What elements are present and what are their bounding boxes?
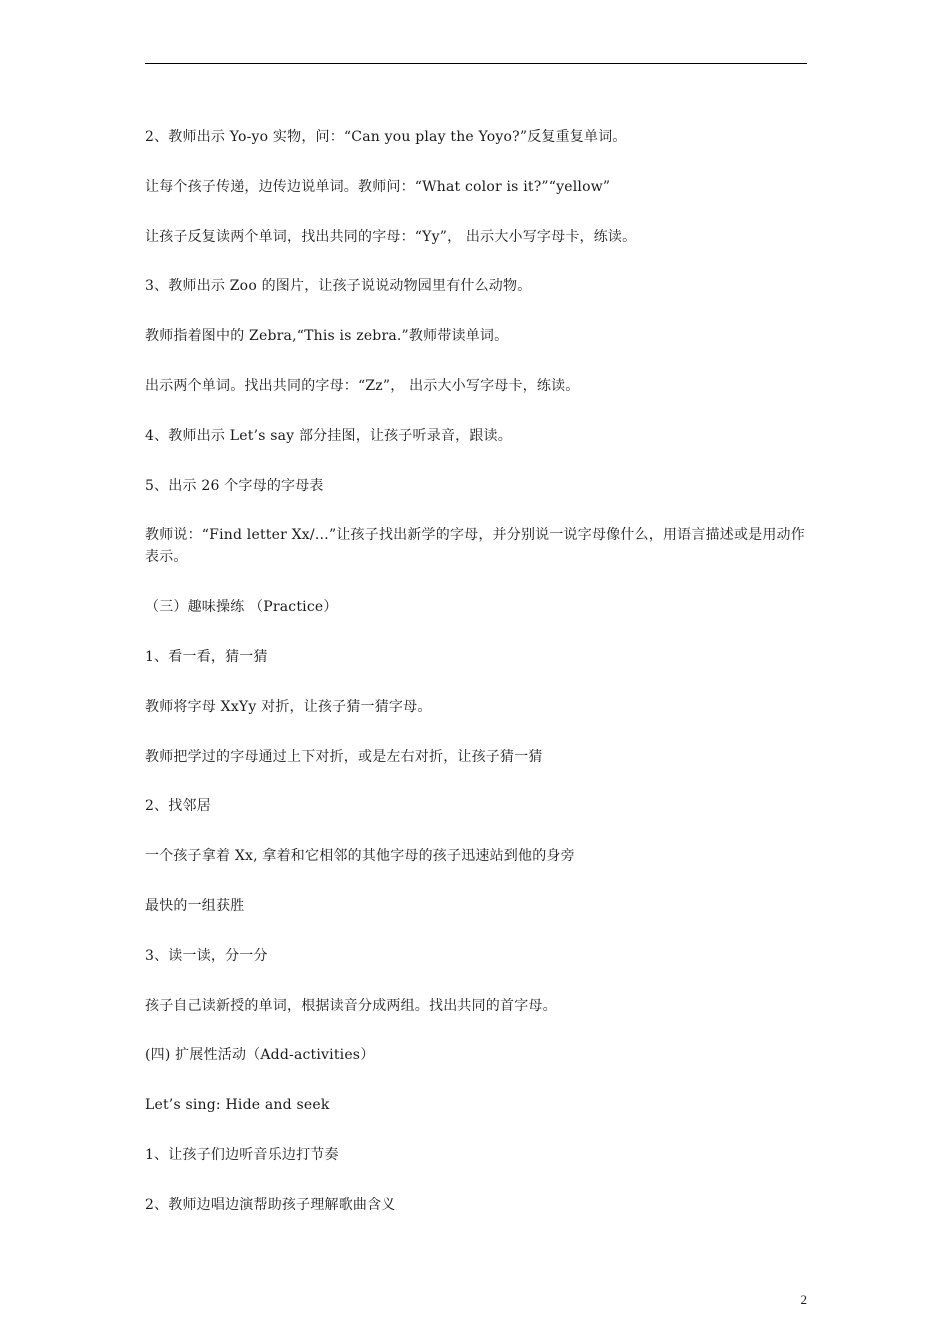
paragraph: 1、让孩子们边听音乐边打节奏 <box>145 1146 339 1163</box>
paragraph: 5、出示 26 个字母的字母表 <box>145 477 324 494</box>
paragraph: 3、读一读，分一分 <box>145 947 268 964</box>
paragraph: 教师指着图中的 Zebra,“This is zebra.”教师带读单词。 <box>145 328 509 345</box>
section-heading: (四) 扩展性活动（Add-activities） <box>145 1047 375 1064</box>
paragraph: 2、教师边唱边演帮助孩子理解歌曲含义 <box>145 1196 396 1213</box>
paragraph: 孩子自己读新授的单词，根据读音分成两组。找出共同的首字母。 <box>145 997 557 1014</box>
paragraph: 2、找邻居 <box>145 798 211 815</box>
paragraph: 出示两个单词。找出共同的字母：“Zz”， 出示大小写字母卡，练读。 <box>145 377 580 394</box>
section-heading: （三）趣味操练 （Practice） <box>145 599 338 616</box>
paragraph: 教师把学过的字母通过上下对折，或是左右对折，让孩子猜一猜 <box>145 748 543 765</box>
paragraph: 2、教师出示 Yo-yo 实物，问：“Can you play the Yoyo?”反复重复单词。 <box>145 129 627 145</box>
page-number: 2 <box>800 1292 807 1307</box>
paragraph: 1、看一看，猜一猜 <box>145 648 268 665</box>
paragraph: 教师说：“Find letter Xx/…”让孩子找出新学的字母，并分别说一说字母像什么，用语言描述或是用动作表示。 <box>145 527 805 566</box>
header-rule <box>145 63 807 64</box>
paragraph: Let’s sing: Hide and seek <box>145 1097 330 1114</box>
paragraph: 4、教师出示 Let’s say 部分挂图，让孩子听录音，跟读。 <box>145 427 512 444</box>
paragraph: 3、教师出示 Zoo 的图片，让孩子说说动物园里有什么动物。 <box>145 278 532 295</box>
paragraph: 让每个孩子传递，边传边说单词。教师问：“What color is it?”“yellow” <box>145 178 611 195</box>
paragraph: 最快的一组获胜 <box>145 897 245 914</box>
document-body <box>145 126 807 1244</box>
paragraph: 让孩子反复读两个单词，找出共同的字母：“Yy”， 出示大小写字母卡，练读。 <box>145 228 637 245</box>
paragraph: 一个孩子拿着 Xx, 拿着和它相邻的其他字母的孩子迅速站到他的身旁 <box>145 848 575 865</box>
paragraph: 教师将字母 XxYy 对折，让孩子猜一猜字母。 <box>145 698 432 715</box>
